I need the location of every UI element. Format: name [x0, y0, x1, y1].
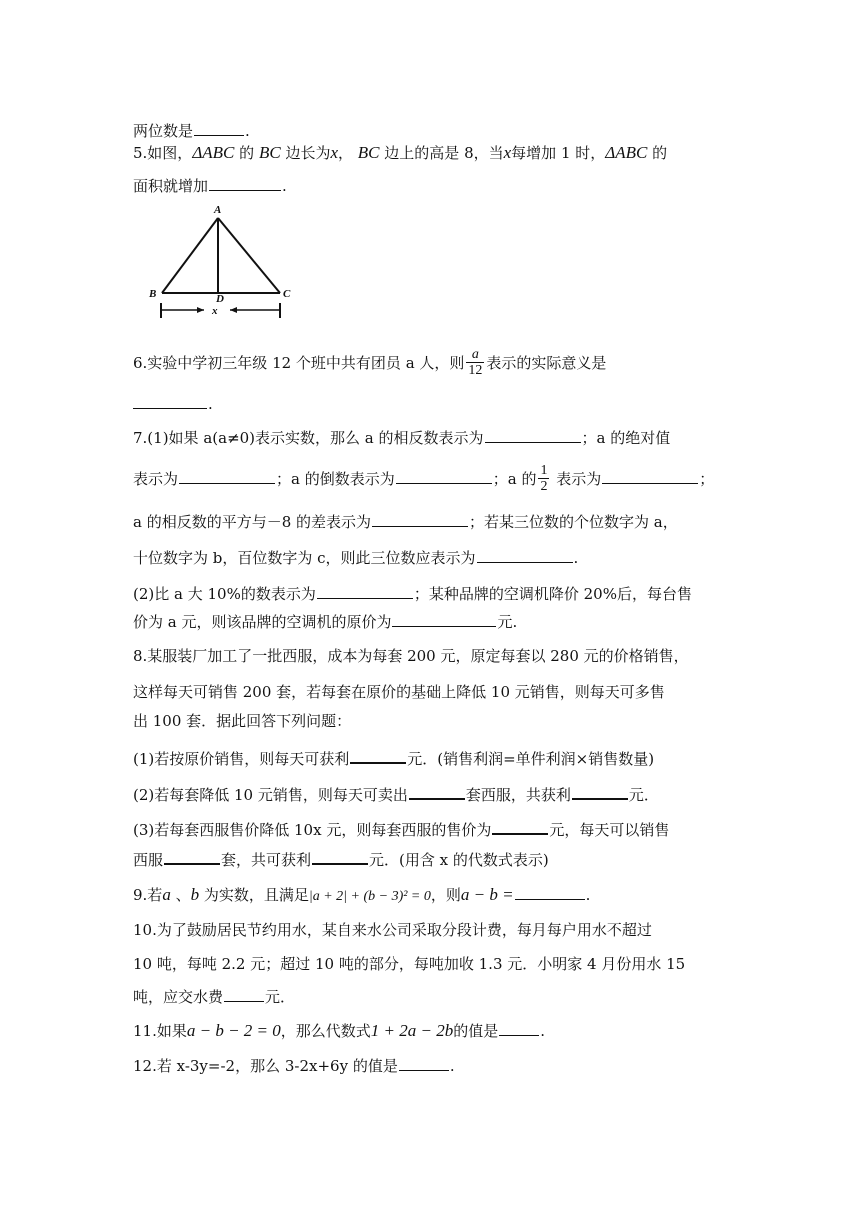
math-triangle: ΔABC [605, 143, 648, 162]
text: 10 吨，每吨 2.2 元；超过 10 吨的部分，每吨加收 1.3 元．小明家 4 月份用水 15 [133, 955, 686, 973]
text: ；某种品牌的空调机降价 20%后，每台售 [413, 585, 692, 603]
question-5-line-2 [133, 172, 287, 198]
text: 面积就增加 [133, 177, 209, 195]
question-6-line-1 [133, 346, 606, 380]
text: 套西服，共获利 [465, 786, 571, 804]
answer-blank [209, 172, 281, 191]
text: . [208, 395, 213, 413]
text: 元．(用含 x 的代数式表示) [369, 851, 549, 869]
math-expression: a − b = [460, 885, 514, 904]
answer-blank [409, 780, 465, 800]
answer-blank [372, 508, 468, 527]
fraction-a-over-12 [466, 347, 484, 378]
answer-blank [572, 780, 628, 800]
text: . [573, 549, 579, 567]
text: 12.若 x-3y=-2，那么 3-2x+6y 的值是 [133, 1057, 398, 1075]
text: 的值是 [453, 1022, 499, 1040]
question-11-line-1 [133, 1017, 545, 1043]
math-a: a [162, 885, 171, 904]
answer-blank [602, 465, 698, 484]
label-a: A [214, 204, 222, 216]
text: 10.为了鼓励居民节约用水，某自来水公司采取分段计费，每月每户用水不超过 [133, 921, 652, 939]
answer-blank [499, 1017, 539, 1036]
text: ， [338, 144, 358, 162]
question-8-line-7 [133, 845, 549, 871]
label-c: C [283, 288, 291, 300]
text: 价为 a 元，则该品牌的空调机的原价为 [133, 613, 392, 631]
text: 元. [497, 613, 518, 631]
math-x: x [503, 143, 512, 162]
fraction-numerator: 1 [540, 462, 548, 478]
text: ，则 [430, 886, 461, 904]
answer-blank [396, 465, 492, 484]
answer-blank [317, 580, 413, 599]
question-12-line-1 [133, 1052, 455, 1078]
answer-blank [133, 390, 207, 409]
text: 套，共可获利 [221, 851, 312, 869]
question-10-line-3 [133, 983, 295, 1009]
question-7-line-4 [133, 544, 578, 570]
text: (2)若每套降低 10 元销售，则每天可卖出 [133, 786, 408, 804]
text: 元．(销售利润=单件利润×销售数量) [407, 750, 655, 768]
text: 元． [265, 988, 296, 1006]
math-b: b [190, 885, 200, 904]
fraction-one-half [538, 463, 549, 494]
label-d: D [216, 293, 224, 305]
fraction-denominator: 12 [468, 362, 483, 378]
fraction-numerator: a [471, 346, 479, 362]
arrow-left-icon [230, 307, 237, 313]
text: ；a 的绝对值 [581, 429, 671, 447]
answer-blank [194, 117, 244, 136]
text: . [585, 886, 591, 904]
math-bc: BC [258, 143, 281, 162]
answer-blank [164, 845, 220, 865]
text: 、 [170, 886, 191, 904]
question-10-line-1 [133, 917, 652, 943]
text: 元． [628, 786, 659, 804]
text: 7.(1)如果 a(a≠0)表示实数，那么 a 的相反数表示为 [133, 429, 484, 447]
question-8-line-1 [133, 643, 689, 669]
text: 西服 [133, 851, 164, 869]
text: 的 [647, 144, 668, 162]
math-triangle: ΔABC [192, 143, 235, 162]
question-8-line-4 [133, 744, 654, 770]
question-10-line-2 [133, 951, 685, 977]
math-equation: a − b − 2 = 0 [186, 1021, 281, 1040]
text: (1)若按原价销售，则每天可获利 [133, 750, 350, 768]
text: 9.若 [133, 886, 163, 904]
fraction-denominator: 2 [540, 478, 548, 494]
text: 的 [234, 144, 259, 162]
math-bc: BC [357, 143, 380, 162]
text: 6.实验中学初三年级 12 个班中共有团员 a 人，则 [133, 354, 465, 372]
arrow-right-icon [197, 307, 204, 313]
text: 十位数字为 b，百位数字为 c，则此三位数应表示为 [133, 549, 476, 567]
side-ac [218, 218, 280, 293]
answer-blank [515, 881, 585, 900]
text: 边上的高是 8，当 [379, 144, 504, 162]
question-8-line-3 [133, 708, 351, 734]
question-7-line-5 [133, 580, 692, 606]
text: ；a 的 [492, 470, 537, 488]
text: . [245, 122, 250, 140]
text: 表示为 [133, 470, 179, 488]
side-ab [162, 218, 218, 293]
answer-blank [492, 815, 548, 835]
label-x: x [212, 305, 218, 317]
text: 为实数，且满足 [199, 886, 309, 904]
math-equation: |a + 2| + (b − 3)² = 0 [308, 889, 431, 904]
triangle-figure [140, 200, 300, 322]
question-8-line-6 [133, 815, 669, 841]
answer-blank [224, 983, 264, 1002]
text: 这样每天可销售 200 套，若每套在原价的基础上降低 10 元销售，则每天可多售 [133, 683, 665, 701]
text: 11.如果 [133, 1022, 187, 1040]
text: ；若某三位数的个位数字为 a， [469, 513, 678, 531]
text: 边长为 [280, 144, 331, 162]
text: 8.某服装厂加工了一批西服，成本为每套 200 元，原定每套以 280 元的价格销售， [133, 647, 689, 665]
text: 表示为 [551, 470, 602, 488]
label-b: B [149, 288, 157, 300]
question-8-line-2 [133, 679, 665, 705]
text: . [540, 1022, 546, 1040]
question-8-line-5 [133, 780, 659, 806]
text: ，那么代数式 [280, 1022, 371, 1040]
answer-blank [350, 744, 406, 764]
math-expression: 1 + 2a − 2b [370, 1021, 454, 1040]
answer-blank [399, 1052, 449, 1071]
text: (3)若每套西服售价降低 10x 元，则每套西服的售价为 [133, 821, 492, 839]
math-x: x [330, 143, 339, 162]
question-7-line-1 [133, 424, 670, 450]
answer-blank [312, 845, 368, 865]
answer-blank [485, 424, 581, 443]
question-6-line-2 [133, 390, 213, 416]
text: 出 100 套．据此回答下列问题： [133, 712, 352, 730]
text: 吨，应交水费 [133, 988, 224, 1006]
answer-blank [392, 608, 496, 627]
text: ； [699, 470, 715, 488]
question-7-line-6 [133, 608, 517, 634]
text: 两位数是 [133, 122, 194, 140]
text: 每增加 1 时， [511, 144, 606, 162]
question-5-line-1 [133, 140, 667, 166]
question-9-line-1 [133, 881, 590, 907]
text: . [449, 1057, 455, 1075]
answer-blank [179, 465, 275, 484]
answer-blank [477, 544, 573, 563]
text: 元，每天可以销售 [549, 821, 670, 839]
question-7-line-2 [133, 462, 714, 496]
text: 5.如图， [133, 144, 193, 162]
text: a 的相反数的平方与－8 的差表示为 [133, 513, 372, 531]
text: 表示的实际意义是 [486, 354, 607, 372]
question-7-line-3 [133, 508, 678, 534]
text: (2)比 a 大 10%的数表示为 [133, 585, 316, 603]
text: ；a 的倒数表示为 [276, 470, 395, 488]
text: . [282, 177, 287, 195]
